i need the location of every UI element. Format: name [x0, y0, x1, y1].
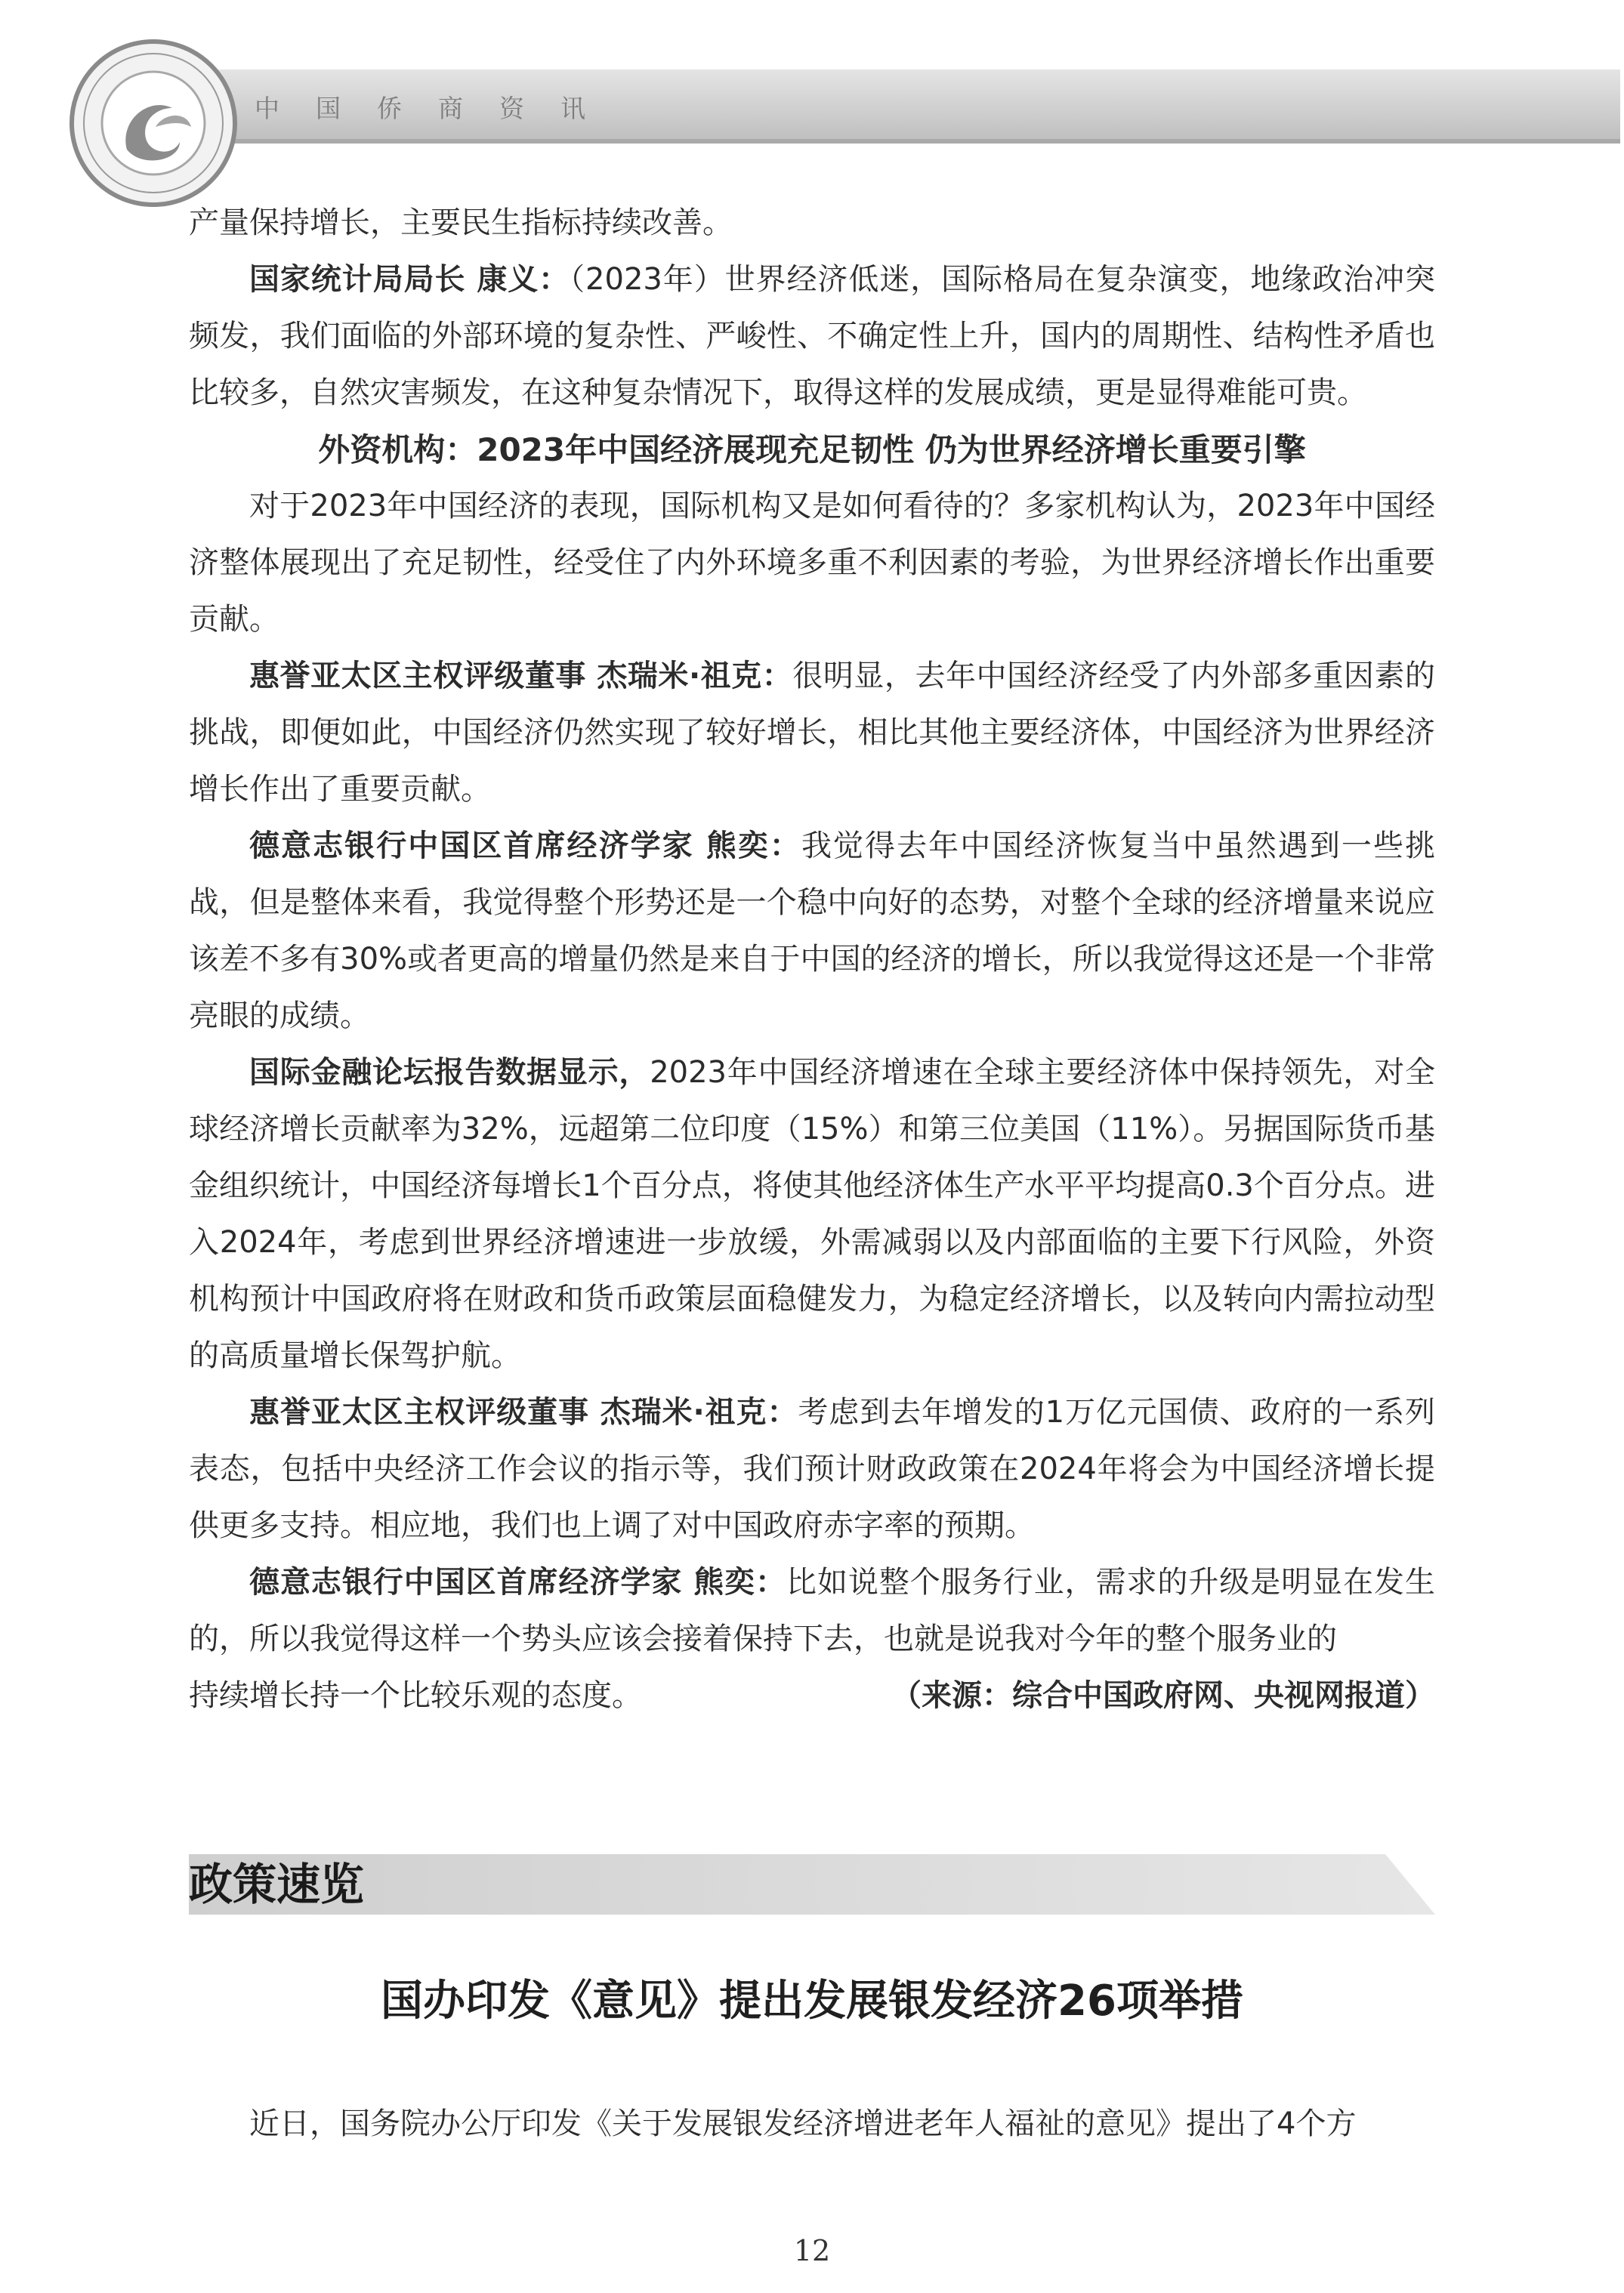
article-intro: 近日，国务院办公厅印发《关于发展银发经济增进老年人福祉的意见》提出了4个方 — [249, 2106, 1357, 2141]
paragraph-xiong-1 — [189, 818, 1435, 1045]
header-title: 中国侨商资讯 — [255, 94, 622, 123]
quote-text: （2023年）世界经济低迷，国际格局在复杂演变，地缘政治冲突频发，我们面临的外部环境的复杂性、严峻性、不确定性上升，国内的周期性、结构性矛盾也比较多，自然灾害频发，在这种复杂情况下，取得这样的发展成绩，更是显得难能可贵。 — [189, 262, 1435, 410]
paragraph-intro: 产量保持增长，主要民生指标持续改善。 — [189, 205, 733, 240]
speaker-label: 惠誉亚太区主权评级董事 杰瑞米·祖克： — [249, 1395, 798, 1430]
article-body — [189, 195, 1435, 1724]
speaker-label: 惠誉亚太区主权评级董事 杰瑞米·祖克： — [249, 659, 793, 693]
source-line — [189, 1668, 1435, 1724]
logo-emblem — [66, 36, 240, 210]
quote-text: 很明显，去年中国经济经受了内外部多重因素的挑战，即便如此，中国经济仍然实现了较好增长，相比其他主要经济体，中国经济为世界经济增长作出了重要贡献。 — [189, 659, 1436, 807]
page-number: 12 — [793, 2234, 831, 2267]
paragraph-zuke-1 — [189, 648, 1435, 818]
source-citation: （来源：综合中国政府网、央视网报道） — [891, 1678, 1435, 1713]
paragraph-forum-report — [189, 1045, 1435, 1384]
article-intro-container — [189, 2096, 1435, 2153]
quote-text: 考虑到去年增发的1万亿元国债、政府的一系列表态，包括中央经济工作会议的指示等，我们预计财政政策在2024年将会为中国经济增长提供更多支持。相应地，我们也上调了对中国政府赤字率的预期。 — [189, 1395, 1436, 1543]
section-band — [189, 1854, 1435, 1915]
speaker-label: 德意志银行中国区首席经济学家 熊奕： — [249, 829, 801, 863]
paragraph-intl-view: 对于2023年中国经济的表现，国际机构又是如何看待的？多家机构认为，2023年中国经济整体展现出了充足韧性，经受住了内外环境多重不利因素的考验，为世界经济增长作出重要贡献。 — [189, 489, 1435, 637]
article-title: 国办印发《意见》提出发展银发经济26项举措 — [381, 1977, 1243, 2026]
paragraph-xiong-2-end: 持续增长持一个比较乐观的态度。 — [189, 1678, 642, 1713]
quote-text: 我觉得去年中国经济恢复当中虽然遇到一些挑战，但是整体来看，我觉得整个形势还是一个稳中向好的态势，对整个全球的经济增量来说应该差不多有30%或者更高的增量仍然是来自于中国的经济的增长，所以我觉得这还是一个非常亮眼的成绩。 — [189, 829, 1435, 1033]
paragraph-kang-yi — [189, 252, 1435, 421]
section-title: 政策速览 — [189, 1859, 365, 1910]
paragraph-zuke-2 — [189, 1384, 1435, 1554]
quote-text: 比如说整个服务行业，需求的升级是明显在发生的，所以我觉得这样一个势头应该会接着保持下去，也就是说我对今年的整个服务业的 — [189, 1565, 1435, 1656]
paragraph-xiong-2 — [189, 1554, 1435, 1668]
subheading: 外资机构：2023年中国经济展现充足韧性 仍为世界经济增长重要引擎 — [318, 431, 1306, 468]
speaker-label: 国际金融论坛报告数据显示， — [249, 1055, 650, 1090]
speaker-label: 德意志银行中国区首席经济学家 熊奕： — [249, 1565, 787, 1600]
report-text: 2023年中国经济增速在全球主要经济体中保持领先，对全球经济增长贡献率为32%，远超第二位印度（15%）和第三位美国（11%）。另据国际货币基金组织统计，中国经济每增长1个百分点，将使其他经济体生产水平平均提高0.3个百分点。进入2024年，考虑到世界经济增速进一步放缓，外需减弱以及内部面临的主要下行风险，外资机构预计中国政府将在财政和货币政策层面稳健发力，为稳定经济增长，以及转向内需拉动型的高质量增长保驾护航。 — [189, 1055, 1436, 1373]
speaker-label: 国家统计局局长 康义： — [249, 262, 570, 297]
